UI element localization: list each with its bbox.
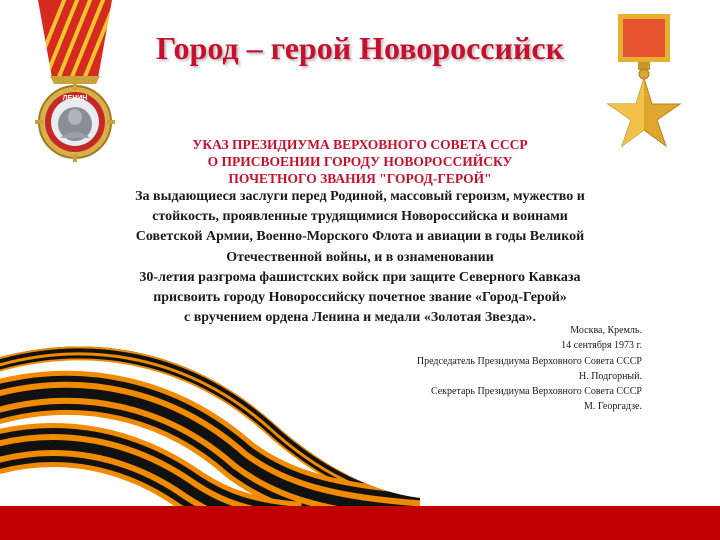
signature-chairman-name: Н. Подгорный. [578,370,642,382]
decree-header-line: ПОЧЕТНОГО ЗВАНИЯ "ГОРОД-ГЕРОЙ" [228,171,492,186]
decree-body-line: Отечественной войны, и в ознаменовании [226,249,494,265]
decree-header-line: О ПРИСВОЕНИИ ГОРОДУ НОВОРОССИЙСКУ [207,154,513,169]
decree-body-line: присвоить городу Новороссийску почетное звание «Город-Герой» [153,290,567,306]
signature-secretary-name: М. Георгадзе. [584,401,642,413]
decree-body [90,187,630,328]
signature-secretary-title: Секретарь Президиума Верховного Совета СССР [430,386,642,398]
page-title: Город – герой Новороссийск [155,30,565,66]
decree-body-line: За выдающиеся заслуги перед Родиной, массовый героизм, мужество и [135,189,585,204]
signature-chairman-title: Председатель Президиума Верховного Совета СССР [416,355,642,367]
order-of-lenin-icon [20,0,130,165]
medal-inscription: ЛЕНИН [62,95,88,102]
decree-body-line: с вручением ордена Ленина и медали «Золотая Звезда». [184,310,536,326]
decree-body-line: стойкость, проявленные трудящимися Новороссийска и воинами [152,209,568,225]
signature-date: 14 сентября 1973 г. [561,340,642,352]
decree-header [140,136,580,187]
gold-star-medal-icon [598,0,688,160]
decree-header-line: УКАЗ ПРЕЗИДИУМА ВЕРХОВНОГО СОВЕТА СССР [192,137,528,152]
st-george-ribbon-icon [0,320,420,510]
bottom-bar [0,506,720,540]
decree-body-line: 30-летия разгрома фашистских войск при защите Северного Кавказа [139,269,581,285]
signature-place: Москва, Кремль. [570,325,642,336]
decree-body-line: Советской Армии, Военно-Морского Флота и авиации в годы Великой [135,229,585,245]
